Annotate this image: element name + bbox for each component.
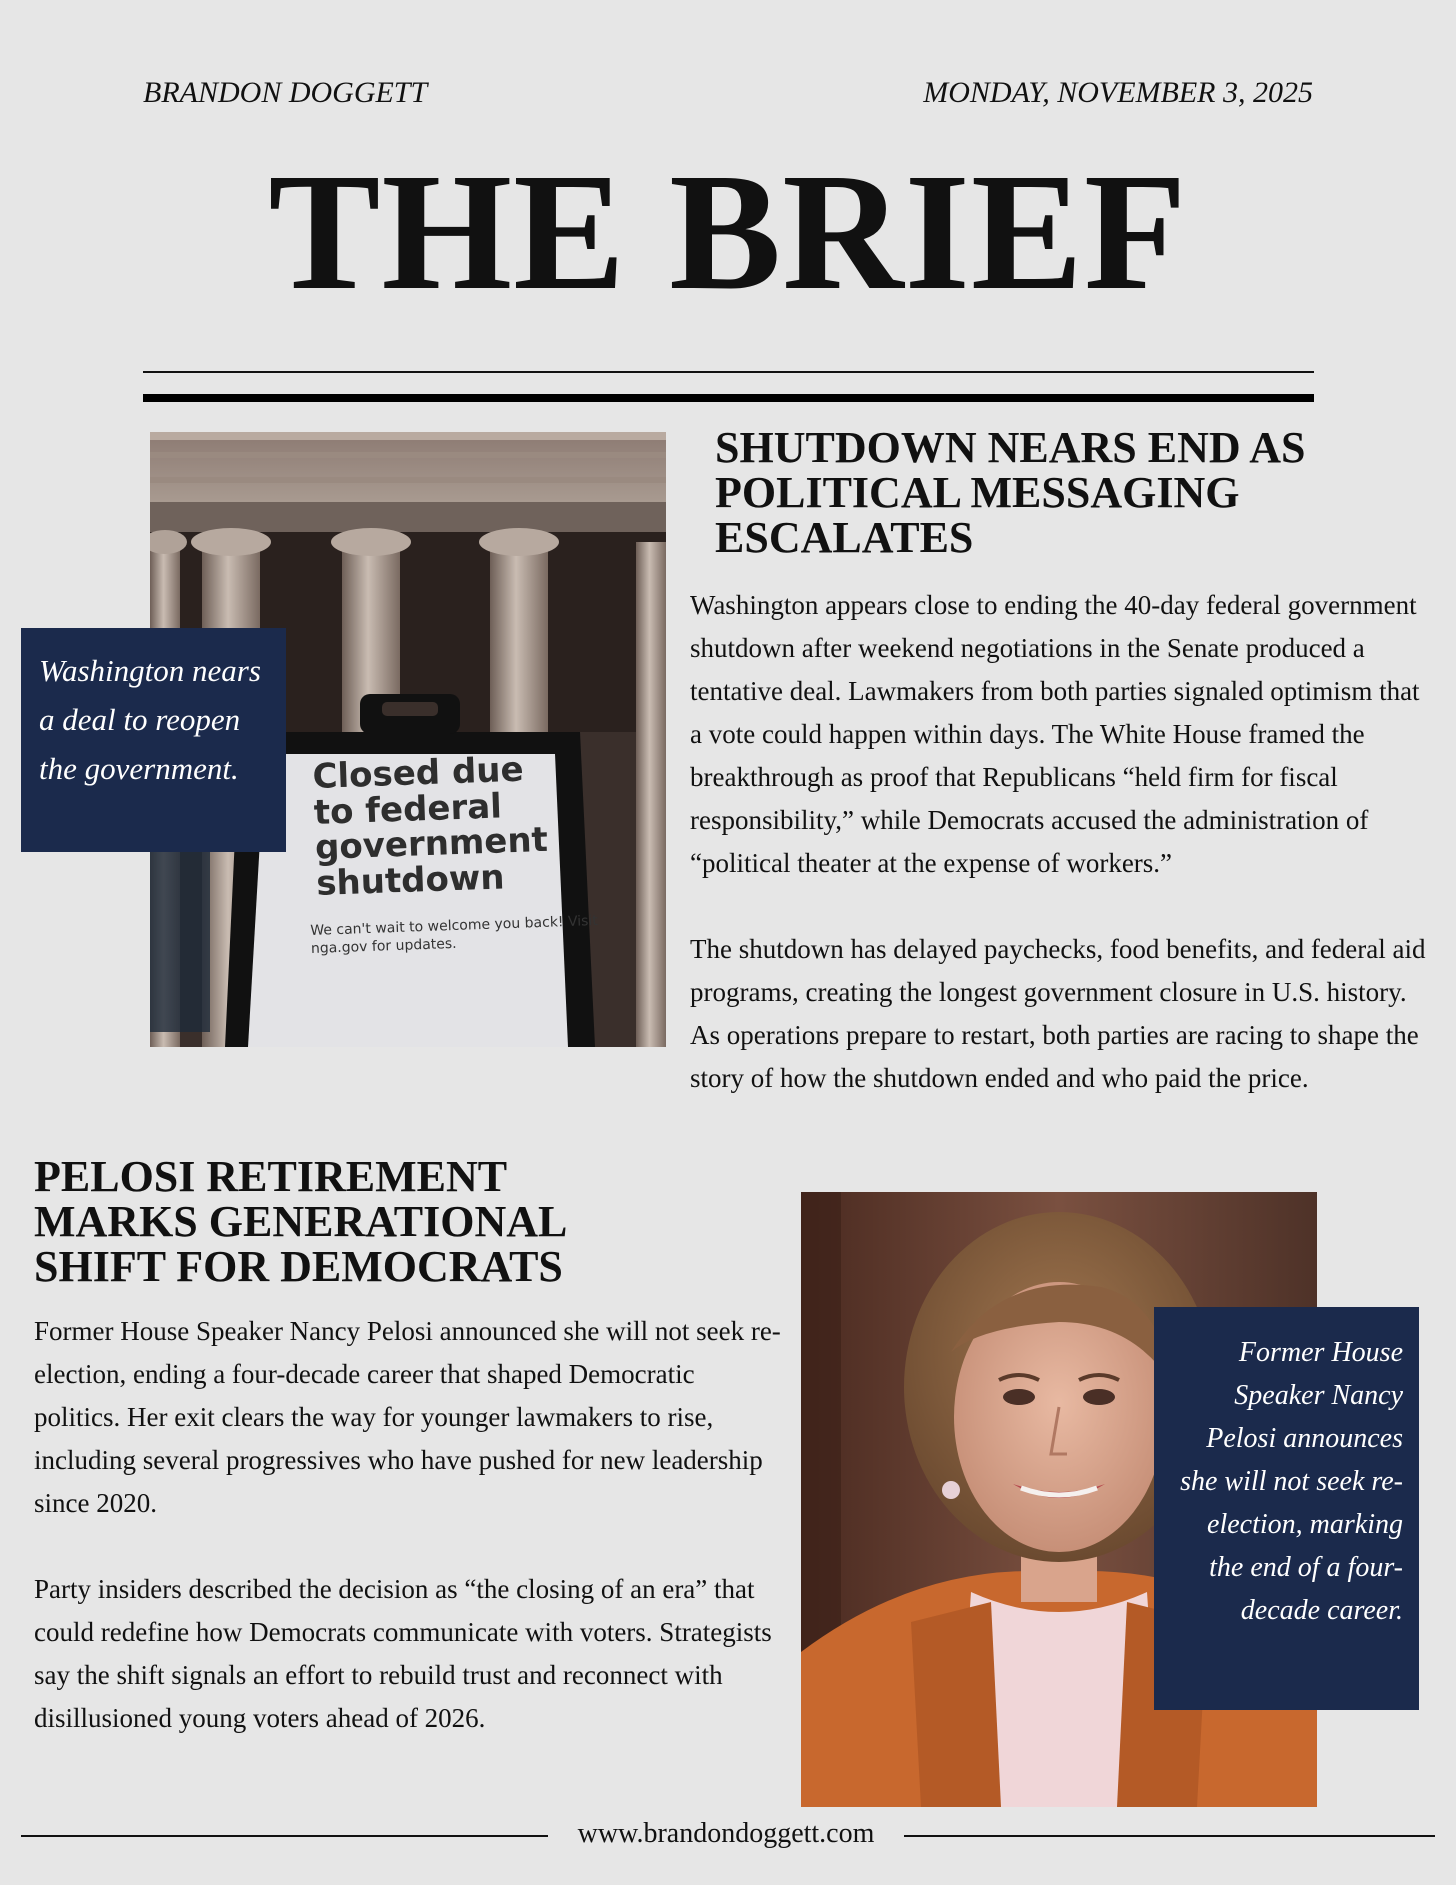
article2-headline: PELOSI RETIREMENT MARKS GENERATIONAL SHIFT FOR DEMOCRATS [34, 1152, 565, 1291]
masthead-rule-thin [143, 371, 1314, 373]
article2-paragraph: Party insiders described the decision as “the closing of an era” that could redefine how Democrats communicate with voters. Strategists say the shift signals an effort to rebuild trust and reconnect with disillusioned young voters ahead of 2026. [34, 1574, 772, 1733]
article2-paragraph: Former House Speaker Nancy Pelosi announced she will not seek re-election, ending a four-decade career that shaped Democratic politics. Her exit clears the way for younger lawmakers to rise, including several progressives who have pushed for new leadership since 2020. [34, 1316, 781, 1518]
sign-subtext: We can't wait to welcome you back! Visit nga.gov for updates. [310, 912, 599, 958]
issue-date: MONDAY, NOVEMBER 3, 2025 [923, 76, 1313, 109]
footer-website-link[interactable]: www.brandondoggett.com [577, 1818, 875, 1849]
article2-body [34, 1310, 782, 1740]
sign-text: Closed due to federal government shutdown [311, 749, 549, 904]
masthead-rule-thick [143, 394, 1314, 402]
article1-paragraph: The shutdown has delayed paychecks, food benefits, and federal aid programs, creating the longest government closure in U.S. history. As operations prepare to restart, both parties are racing to shape the story of how the shutdown ended and who paid the price. [690, 934, 1426, 1093]
footer-rule-left [21, 1835, 548, 1837]
pelosi-photo-caption: Former House Speaker Nancy Pelosi announces she will not seek re-election, marking the end of a four-decade career. [1154, 1307, 1419, 1710]
footer-rule-right [904, 1835, 1435, 1837]
author-name: BRANDON DOGGETT [143, 76, 428, 109]
article1-paragraph: Washington appears close to ending the 40-day federal government shutdown after weekend negotiations in the Senate produced a tentative deal. Lawmakers from both parties signaled optimism that a vote could happen within days. The White House framed the breakthrough as proof that Republicans “held firm for fiscal responsibility,” while Democrats accused the administration of “political theater at the expense of workers.” [690, 590, 1420, 878]
masthead-title: THE BRIEF [268, 139, 1188, 325]
article1-headline: SHUTDOWN NEARS END AS POLITICAL MESSAGING ESCALATES [715, 423, 1306, 562]
article1-body [690, 584, 1438, 1100]
shutdown-photo-caption: Washington nears a deal to reopen the government. [21, 628, 286, 852]
